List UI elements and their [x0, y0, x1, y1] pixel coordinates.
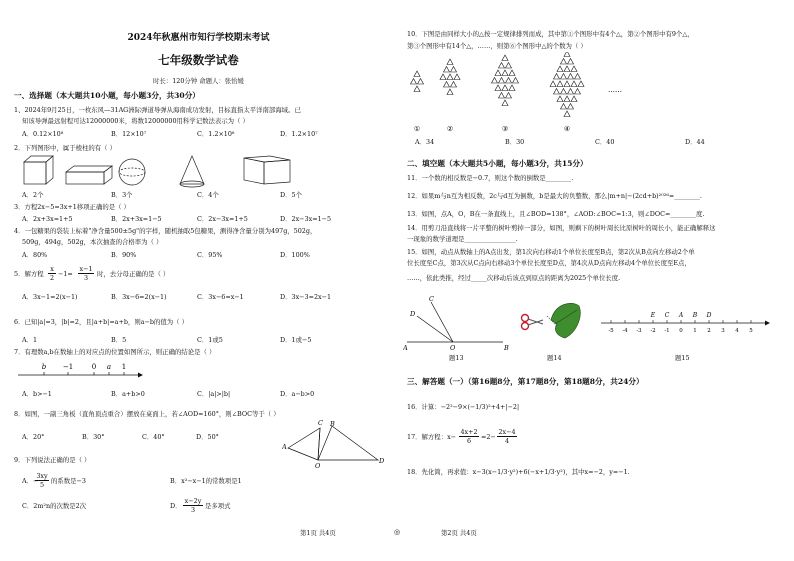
section-2-heading: 二、填空题（本大题共5小题，每小题3分，共15分） — [407, 159, 588, 168]
small-triangle — [506, 78, 512, 84]
small-triangle — [502, 55, 508, 61]
q15-line1: 15．如图，动点从数轴上的A点出发，第1次向右移动1个单位长度至B点，第2次从B点向左移动2个单 — [407, 248, 695, 256]
q9-a-den: 5 — [39, 481, 45, 489]
small-triangle — [451, 82, 457, 88]
q6-option-c: C．1或5 — [197, 336, 223, 344]
q10-option-b: B．30 — [505, 138, 525, 146]
section-3-heading: 三、解答题（一）（第16题8分，第17题8分，第18题8分，共24分） — [407, 377, 644, 386]
small-triangle — [411, 79, 417, 85]
number-line-arrow — [138, 373, 143, 378]
small-triangle — [557, 81, 563, 87]
q4-line1: 4．一包糖果的袋装上标着"净含量500±5g"的字样，随机抽取5包糖果，测得净含量分别为497g，502g， — [14, 227, 317, 235]
small-triangle — [499, 63, 505, 69]
right-page-footer: 第2页 共4页 — [441, 529, 477, 537]
right-page — [397, 0, 794, 561]
q9-d-num: x−2y — [184, 497, 202, 505]
q14-line2: 一现象的数学道理是________________. — [407, 235, 518, 243]
section-1-heading: 一、选择题（本大题共10小题，每小题3分，共30分） — [14, 91, 200, 100]
q13-label-b: B — [504, 344, 509, 352]
q15-number-line — [597, 308, 773, 336]
q8-triangles-figure — [282, 418, 390, 470]
q13-label-o: O — [450, 344, 456, 352]
q1-option-c: C．1.2×10⁸ — [197, 130, 235, 138]
q8-option-b: B．30° — [82, 433, 105, 441]
small-triangle — [571, 96, 577, 102]
small-triangle — [506, 93, 512, 99]
q1-option-b: B．12×10⁷ — [111, 130, 147, 138]
q9-d-den: 3 — [190, 506, 196, 514]
small-triangle — [564, 66, 570, 72]
left-page-footer: 第1页 共4页 — [300, 529, 336, 537]
small-triangle — [575, 89, 581, 95]
small-triangle — [499, 93, 505, 99]
q2-solids-figure — [14, 154, 314, 190]
small-triangle — [564, 96, 570, 102]
q5-post: 时，去分母正确的是（ ） — [97, 270, 170, 278]
q15-tick-label: -4 — [622, 328, 628, 334]
q5-frac2-den: 3 — [83, 274, 89, 282]
small-triangle — [568, 74, 574, 80]
q5-frac1-num: x — [48, 265, 56, 274]
axis-label-a: a — [106, 363, 112, 371]
q9-option-b: B．x²−x−1的常数项是1 — [170, 477, 242, 485]
prism-shape — [244, 158, 264, 184]
q15-tick-label: -5 — [608, 328, 614, 334]
leaf-icon — [551, 303, 580, 338]
q10-option-c: C．40 — [595, 138, 615, 146]
q10-triangle-patterns — [405, 52, 635, 134]
q4-option-c: C．95% — [197, 251, 223, 259]
small-triangle — [509, 85, 515, 91]
q14-leaf-figure — [517, 296, 587, 346]
small-triangle — [440, 74, 446, 80]
exam-subtitle: 七年级数学试卷 — [158, 53, 239, 67]
small-triangle — [414, 71, 420, 77]
q2-option-d: D．5个 — [280, 191, 302, 199]
q5-option-a: A．3x−1=2(x−1) — [22, 293, 78, 301]
q9-option-a-post: 的系数是−3 — [51, 477, 86, 485]
pattern-ellipsis: …… — [608, 86, 622, 94]
axis-label-0: 0 — [91, 363, 97, 371]
q1-option-a: A．0.12×10⁸ — [22, 130, 64, 138]
axis-label-neg1: −1 — [62, 363, 74, 371]
small-triangle — [554, 74, 560, 80]
q17-frac1-num: 4x+2 — [460, 428, 478, 436]
cuboid-shape — [66, 172, 104, 184]
q17-frac2-den: 4 — [504, 437, 510, 445]
q7-number-line — [14, 359, 144, 381]
q8-stem: 8．如图，一副三角板（直角顶点重合）摆放在桌面上，若∠AOD=160°，则∠BOC等于（ ） — [14, 410, 280, 418]
pattern-label-1: ① — [413, 125, 421, 133]
q1-line2: 知该导弹最远射程可达12000000米，将数12000000用科学记数法表示为（ ） — [22, 117, 249, 125]
exam-title: 2024年秋惠州市知行学校期末考试 — [127, 33, 270, 43]
axis-label-1: 1 — [121, 363, 127, 371]
q6-option-a: A．1 — [22, 336, 38, 344]
small-triangle — [578, 81, 584, 87]
q5-mid: −1= — [58, 270, 73, 278]
q5-option-b: B．3x−6=2(x−1) — [111, 293, 167, 301]
small-triangle — [557, 96, 563, 102]
q8-label-b: B — [330, 420, 335, 428]
small-triangle — [447, 74, 453, 80]
q18-stem: 18．先化简，再求值：x−3(x−1/3·y²)+6(−x+1/3·y²)，其中x=−2，y=−1. — [407, 468, 630, 476]
q17-frac1-den: 6 — [466, 437, 472, 445]
small-triangle — [454, 74, 460, 80]
q8-option-c: C．40° — [142, 433, 165, 441]
q15-tick-label: 1 — [693, 328, 697, 334]
small-triangle — [554, 89, 560, 95]
q8-label-o: O — [315, 462, 321, 470]
q14-line1: 14．用剪刀沿直线将一片平整的树叶剪掉一部分，如图，则剩下的树叶周长比原树叶的周长小，能正确解释这 — [407, 224, 716, 232]
small-triangle — [447, 59, 453, 65]
small-triangle — [550, 81, 556, 87]
small-triangle — [557, 66, 563, 72]
exam-meta: 时长：120分钟 命题人：张怡媛 — [153, 77, 244, 85]
q8-option-d: D．50° — [196, 433, 219, 441]
q4-line2: 509g，494g，502g，本次抽查的合格率为（ ） — [22, 238, 163, 246]
q7-stem: 7．有理数a,b在数轴上的对应点的位置如图所示，则正确的结论是（ ） — [14, 348, 216, 356]
small-triangle — [499, 78, 505, 84]
q17-frac2-num: 2x−4 — [498, 428, 516, 436]
q14-caption: 题14 — [547, 354, 562, 362]
q15-line3: ……，依此类推，经过_____次移动后该点到原点的距离为2025个单位长度. — [407, 274, 621, 282]
small-triangle — [444, 67, 450, 73]
q5-option-d: D．3x−3=2x−1 — [280, 293, 332, 301]
small-triangle — [564, 111, 570, 117]
q15-tick-label: -1 — [664, 328, 670, 334]
sphere-shape — [119, 159, 145, 185]
q2-option-b: B．3个 — [111, 191, 133, 199]
q3-stem: 3．方程2x−5=3x+1移项正确的是（ ） — [14, 203, 130, 211]
binding-mark-icon: ◎ — [394, 528, 401, 536]
q8-label-a: A — [282, 443, 287, 451]
small-triangle — [447, 89, 453, 95]
pattern-label-2: ② — [446, 125, 454, 133]
small-triangle — [502, 85, 508, 91]
pattern-label-4: ④ — [563, 125, 571, 133]
q3-option-d: D．2x−3x=1−5 — [280, 215, 332, 223]
small-triangle — [509, 70, 515, 76]
q15-tick-label: 4 — [735, 328, 739, 334]
small-triangle — [414, 86, 420, 92]
scissors-icon — [522, 315, 544, 330]
q10-line2: 第③个图形中有14个△，……，则第⑥个图形中△的个数为（ ） — [407, 42, 587, 50]
q1-line1: 1、2024年9月25日，一枚东风—31AG洲际弹道导弹从海南成功发射，目标直指太平洋南部海域。已 — [14, 106, 301, 114]
q7-option-a: A．b>−1 — [22, 390, 52, 398]
q7-option-c: C．|a|>|b| — [197, 390, 231, 398]
q5-option-c: C．3x−6=x−1 — [197, 293, 244, 301]
small-triangle — [444, 82, 450, 88]
q9-option-d-post: 是多项式 — [205, 502, 231, 510]
q15-tick-label: -3 — [636, 328, 642, 334]
q13-angle-figure — [403, 292, 513, 352]
small-triangle — [571, 81, 577, 87]
q10-option-a: A．34 — [415, 138, 435, 146]
q12-stem: 12．如果m与n互为相反数，2c与d互为倒数，b是最大的负整数，那么|m+n|−(2cd+b)²⁰²⁶=________. — [407, 192, 702, 200]
q4-option-b: B．90% — [111, 251, 137, 259]
q15-point-label: B — [692, 312, 698, 319]
q5-pre: 5．解方程 — [14, 270, 44, 278]
small-triangle — [564, 52, 570, 57]
q8-label-c: C — [318, 419, 323, 427]
cube-top — [24, 156, 53, 162]
axis-label-b: b — [41, 363, 47, 371]
q9-stem: 9．下列说法正确的是（ ） — [14, 456, 91, 464]
triangle-1 — [288, 428, 320, 460]
small-triangle — [495, 70, 501, 76]
cube-side — [46, 156, 53, 184]
q15-point-label: C — [664, 312, 670, 319]
small-triangle — [513, 78, 519, 84]
small-triangle — [502, 70, 508, 76]
q9-option-c: C．2m²n的次数是2次 — [22, 502, 87, 510]
q11-stem: 11．一个数的相反数是−0.7，则这个数的倒数是________. — [407, 174, 574, 182]
q15-tick-label: 3 — [721, 328, 725, 334]
q13-caption: 题13 — [449, 354, 464, 362]
small-triangle — [561, 89, 567, 95]
q10-option-d: D．44 — [685, 138, 705, 146]
q6-option-b: B．5 — [111, 336, 127, 344]
small-triangle — [418, 79, 424, 85]
small-triangle — [561, 74, 567, 80]
q15-point-label: D — [706, 312, 712, 319]
q1-option-d: D．1.2×10⁷ — [280, 130, 318, 138]
small-triangle — [561, 59, 567, 65]
q15-tick-label: 2 — [707, 328, 711, 334]
q5-frac2-num: x−1 — [79, 265, 93, 273]
q13-label-d: D — [410, 310, 416, 318]
q3-option-c: C．2x−3x=1+5 — [197, 215, 248, 223]
q2-stem: 2．下列图形中，属于棱柱的有（ ） — [14, 144, 116, 152]
q13-label-c: C — [429, 295, 434, 303]
q10-line1: 10．下图是由同样大小的△按一定规律排列而成，其中第①个图形中有4个△，第②个图形中有9个△， — [407, 30, 694, 38]
small-triangle — [506, 63, 512, 69]
q6-option-d: D．1或−5 — [280, 336, 312, 344]
q15-point-label: A — [678, 312, 684, 319]
q4-option-d: D．100% — [280, 251, 310, 259]
small-triangle — [492, 78, 498, 84]
small-triangle — [564, 81, 570, 87]
q15-point-label: E — [650, 312, 656, 319]
cube-shape — [24, 162, 46, 184]
q17-pre: 17．解方程：x− — [407, 433, 457, 441]
q6-stem: 6．已知|a|=3，|b|=2，且|a+b|=a+b，则a−b的值为（ ） — [14, 318, 188, 326]
q7-option-d: D．a−b>0 — [280, 390, 315, 398]
small-triangle — [568, 59, 574, 65]
small-triangle — [451, 67, 457, 73]
q3-option-b: B．2x+3x=1−5 — [111, 215, 162, 223]
q13-stem: 13．如图，点A，O，B在一条直线上，且∠BOD=138°，∠AOD:∠BOC=1:3，则∠DOC=________度. — [407, 210, 705, 218]
pattern-label-3: ③ — [501, 125, 509, 133]
small-triangle — [568, 104, 574, 110]
small-triangle — [502, 100, 508, 106]
q15-line2: 位长度至C点，第3次从C点向右移动3个单位长度至D点，第4次从D点向左移动4个单位长度至E点， — [407, 259, 691, 267]
q15-caption: 题15 — [675, 354, 690, 362]
q8-option-a: A．20° — [22, 433, 45, 441]
q13-label-a: A — [403, 344, 408, 352]
small-triangle — [575, 74, 581, 80]
small-triangle — [561, 104, 567, 110]
cone-shape — [180, 156, 204, 184]
q15-arrow — [765, 321, 770, 326]
q9-a-num: 3xy — [36, 472, 48, 480]
q4-option-a: A．80% — [22, 251, 48, 259]
q9-option-a-pre: A．− — [22, 477, 39, 485]
small-triangle — [495, 85, 501, 91]
q7-option-b: B．a+b>0 — [111, 390, 145, 398]
small-triangle — [571, 66, 577, 72]
q3-option-a: A．2x+3x=1+5 — [22, 215, 73, 223]
q16-stem: 16．计算：−2²−9×(−1/3)²+4+|−2| — [407, 403, 520, 411]
small-triangle — [568, 89, 574, 95]
q2-option-c: C．4个 — [197, 191, 219, 199]
q8-label-d: D — [379, 457, 385, 465]
q2-option-a: A．2个 — [22, 191, 44, 199]
q15-tick-label: 5 — [749, 328, 753, 334]
triangle-2 — [318, 426, 378, 460]
q9-option-d-pre: D． — [170, 502, 182, 510]
q17-mid: =2− — [481, 433, 496, 441]
q5-frac1-den: 2 — [49, 274, 55, 282]
q15-tick-label: -2 — [650, 328, 656, 334]
q15-tick-label: 0 — [679, 328, 683, 334]
